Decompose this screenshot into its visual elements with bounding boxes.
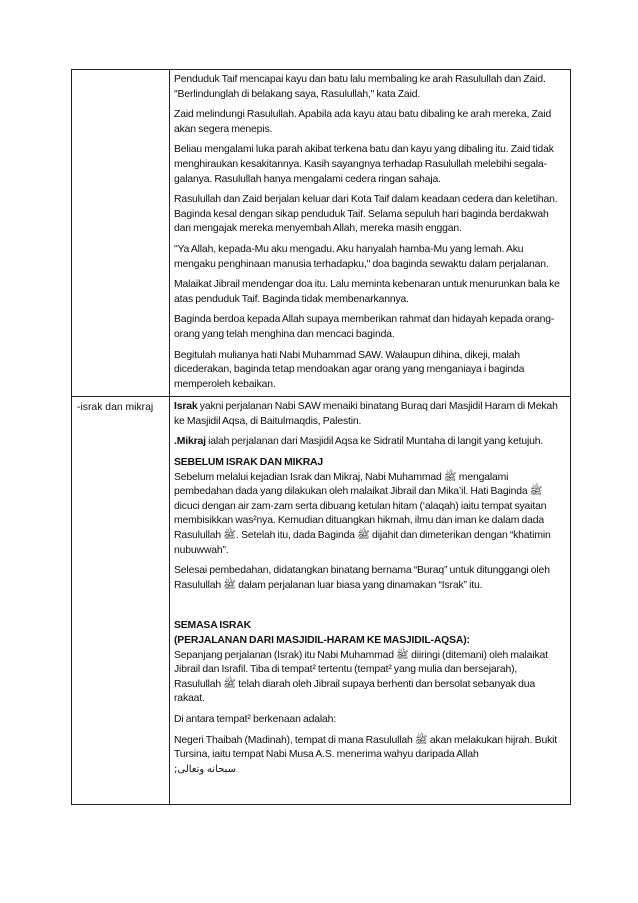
content-table: [71, 69, 571, 805]
israk-definition-text: yakni perjalanan Nabi SAW menaiki binatang Buraq dari Masjidil Haram di Mekah ke Masjidil Aqsa, di Baitulmaqdis, Palestin.: [174, 401, 558, 427]
paragraph: Baginda berdoa kepada Allah supaya memberikan rahmat dan hidayah kepada orang-orang yang telah menghina dan mencaci baginda.: [174, 314, 555, 340]
paragraph: Malaikat Jibrail mendengar doa itu. Lalu meminta kebenaran untuk menurunkan bala ke atas penduduk Taif. Baginda tidak membenarkannya.: [174, 279, 560, 305]
places-paragraph: [174, 734, 566, 778]
paragraph: "Ya Allah, kepada-Mu aku mengadu. Aku hanyalah hamba-Mu yang lemah. Aku mengaku penghinaan manusia terhadapku," doa baginda sewaktu dalam perjalanan.: [174, 243, 549, 270]
israk-definition: [174, 400, 566, 429]
section-heading: SEBELUM ISRAK DAN MIKRAJ: [174, 457, 324, 469]
paragraph: Penduduk Taif mencapai kayu dan batu lalu membaling ke arah Rasulullah dan Zaid. "Berlindunglah di belakang saya, Rasulullah," kata Zaid.: [174, 74, 546, 100]
paragraph: Selesai pembedahan, didatangkan binatang bernama “Buraq” untuk ditunggangi oleh Rasulullah ﷺ dalam perjalanan luar biasa yang dinamakan “Israk” itu.: [174, 565, 550, 591]
section-text: Sepanjang perjalanan (Israk) itu Nabi Muhammad ﷺ diiringi (ditemani) oleh malaikat Jibrail dan Israfil. Tiba di tempat² tertentu (tempat² yang mulia dan bersejarah), Rasulullah ﷺ telah diarah oleh Jibrail supaya berhenti dan bersolat sebanyak dua rakaat.: [174, 649, 548, 705]
right-cell-taif-story: [170, 70, 571, 397]
table-row: [72, 70, 571, 397]
spacer: [174, 599, 566, 619]
paragraph: Rasulullah dan Zaid berjalan keluar dari Kota Taif dalam keadaan cedera dan keletihan. Baginda kesal dengan sikap penduduk Taif. Selama sepuluh hari baginda berdakwah dan mengajak mereka menyembah Allah, mereka masih enggan.: [174, 194, 558, 235]
right-cell-israk-mikraj: [170, 397, 571, 805]
arabic-phrase: سبحانه وتعالى;: [174, 763, 236, 775]
section-heading: SEMASA ISRAK: [174, 620, 251, 632]
left-cell-topic: [72, 397, 170, 805]
paragraph: Di antara tempat² berkenaan adalah:: [174, 713, 336, 725]
paragraph: Begitulah mulianya hati Nabi Muhammad SAW. Walaupun dihina, dikeji, malah dicederakan, baginda tetap mendoakan agar orang yang menganiaya i baginda memperoleh kebaikan.: [174, 349, 525, 390]
israk-term: Israk: [174, 401, 198, 413]
mikraj-definition-text: ialah perjalanan dari Masjidil Aqsa ke Sidratil Muntaha di langit yang ketujuh.: [205, 436, 544, 448]
places-text: Negeri Thaibah (Madinah), tempat di mana Rasulullah ﷺ akan melakukan hijrah. Bukit Tursina, iaitu tempat Nabi Musa A.S. menerima wahyu daripada Allah: [174, 734, 558, 761]
sebelum-section: [174, 456, 566, 558]
semasa-section: [174, 619, 566, 707]
section-subheading: (PERJALANAN DARI MASJIDIL-HARAM KE MASJIDIL-AQSA):: [174, 635, 470, 646]
paragraph: Zaid melindungi Rasulullah. Apabila ada kayu atau batu dibaling ke arah mereka, Zaid akan segera menepis.: [174, 109, 552, 135]
topic-label: -israk dan mikraj: [77, 402, 154, 414]
section-text: Sebelum melalui kejadian Israk dan Mikraj, Nabi Muhammad ﷺ mengalami pembedahan dada yang dilakukan oleh malaikat Jibrail dan Mika’il. Hati Baginda ﷺ dicuci dengan air zam-zam serta dibuang ketulan hitam (‘alaqah) iaitu tempat syaitan membisikkan was²nya. Kemudian dituangkan hikmah, ilmu dan iman ke dalam dada Rasulullah ﷺ. Setelah itu, dada Baginda ﷺ dijahit dan dimeterikan dengan “khatimin nubuwwah”.: [174, 471, 551, 556]
left-cell-empty: [72, 70, 170, 397]
paragraph: Beliau mengalami luka parah akibat terkena batu dan kayu yang dibaling itu. Zaid tidak menghiraukan kesakitannya. Kasih sayangnya terhadap Rasulullah melebihi segala-galanya. Rasulullah hanya mengalami cedera ringan sahaja.: [174, 144, 554, 185]
mikraj-term: .Mikraj: [174, 436, 206, 448]
table-row: [72, 397, 571, 805]
mikraj-definition: [174, 435, 566, 450]
